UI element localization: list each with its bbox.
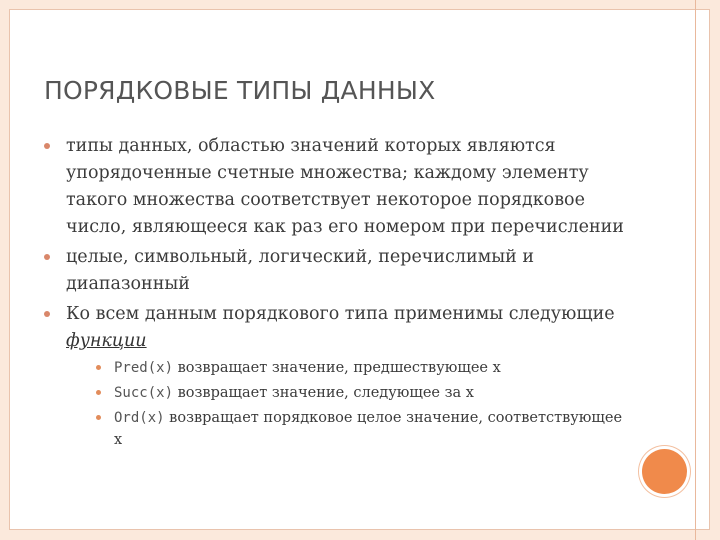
function-name: Pred(x) <box>114 360 174 376</box>
function-desc: возвращает значение, предшествующее x <box>173 360 501 376</box>
function-list <box>66 357 634 451</box>
decorative-circle <box>642 449 687 494</box>
decorative-vertical-line <box>695 0 696 540</box>
bullet-ordinal-kinds <box>44 244 634 298</box>
bullet-text: типы данных, областью значений которых являются упорядоченные счетные множества; каждому элементу такого множества соответствует некоторое порядковое число, являющееся как раз его номером при перечислении <box>66 136 624 237</box>
bullet-functions-intro <box>44 301 634 451</box>
bullet-list <box>44 133 634 454</box>
bullet-text: Ко всем данным порядкового типа применимы следующие <box>66 304 615 324</box>
functions-link[interactable]: функции <box>66 331 147 351</box>
function-name: Ord(x) <box>114 410 165 426</box>
bullet-text: целые, символьный, логический, перечислимый и диапазонный <box>66 247 535 294</box>
function-desc: возвращает значение, следующее за x <box>173 385 474 401</box>
function-item-pred <box>96 357 634 379</box>
function-name: Succ(x) <box>114 385 174 401</box>
function-item-ord <box>96 407 634 451</box>
slide-title: ПОРЯДКОВЫЕ ТИПЫ ДАННЫХ <box>44 76 436 105</box>
function-item-succ <box>96 382 634 404</box>
function-desc: возвращает порядковое целое значение, соответствующее x <box>114 410 623 448</box>
bullet-ordinal-definition <box>44 133 634 241</box>
